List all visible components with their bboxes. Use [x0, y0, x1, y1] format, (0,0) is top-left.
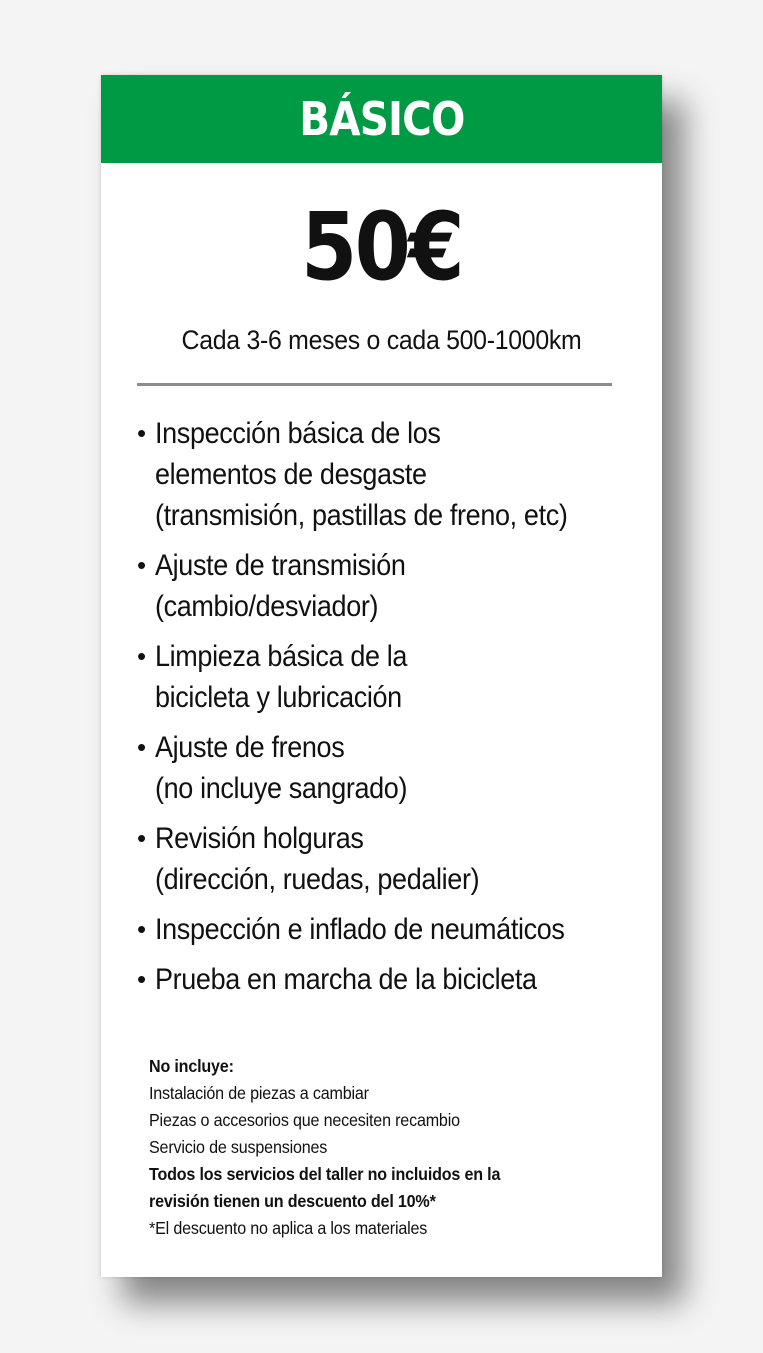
plan-name: BÁSICO	[298, 92, 465, 146]
feature-item	[137, 959, 662, 1000]
service-frequency: Cada 3-6 meses o cada 500-1000km	[181, 325, 582, 355]
feature-item	[137, 413, 662, 536]
not-included-item: Piezas o accesorios que necesiten recambio	[149, 1110, 460, 1130]
bullet-icon: •	[137, 823, 146, 853]
feature-text: Prueba en marcha de la bicicleta	[155, 963, 537, 996]
pricing-card	[101, 75, 662, 1277]
feature-item	[137, 909, 662, 950]
feature-text: Revisión holguras (dirección, ruedas, pedalier)	[155, 822, 480, 896]
feature-item	[137, 636, 662, 718]
feature-text: Limpieza básica de la bicicleta y lubricación	[155, 640, 408, 714]
feature-text: Ajuste de frenos (no incluye sangrado)	[155, 731, 408, 805]
feature-text: Ajuste de transmisión (cambio/desviador)	[155, 549, 406, 623]
feature-item	[137, 727, 662, 809]
feature-item	[137, 545, 662, 627]
feature-list	[101, 413, 662, 1000]
footnote: *El descuento no aplica a los materiales	[149, 1218, 428, 1238]
discount-note: Todos los servicios del taller no incluidos en la	[149, 1164, 501, 1184]
feature-text: Inspección e inflado de neumáticos	[155, 913, 565, 946]
bullet-icon: •	[137, 964, 146, 994]
price: 50€	[300, 193, 463, 302]
feature-text: Inspección básica de los elementos de desgaste (transmisión, pastillas de freno, etc)	[155, 417, 568, 532]
feature-item	[137, 818, 662, 900]
discount-note: revisión tienen un descuento del 10%*	[149, 1191, 436, 1211]
card-header	[101, 75, 662, 163]
not-included-title: No incluye:	[149, 1056, 234, 1076]
bullet-icon: •	[137, 418, 146, 448]
not-included-item: Instalación de piezas a cambiar	[149, 1083, 369, 1103]
bullet-icon: •	[137, 914, 146, 944]
bullet-icon: •	[137, 732, 146, 762]
not-included-item: Servicio de suspensiones	[149, 1137, 328, 1157]
bullet-icon: •	[137, 550, 146, 580]
bullet-icon: •	[137, 641, 146, 671]
divider	[137, 383, 612, 386]
notes-section	[149, 1053, 531, 1242]
